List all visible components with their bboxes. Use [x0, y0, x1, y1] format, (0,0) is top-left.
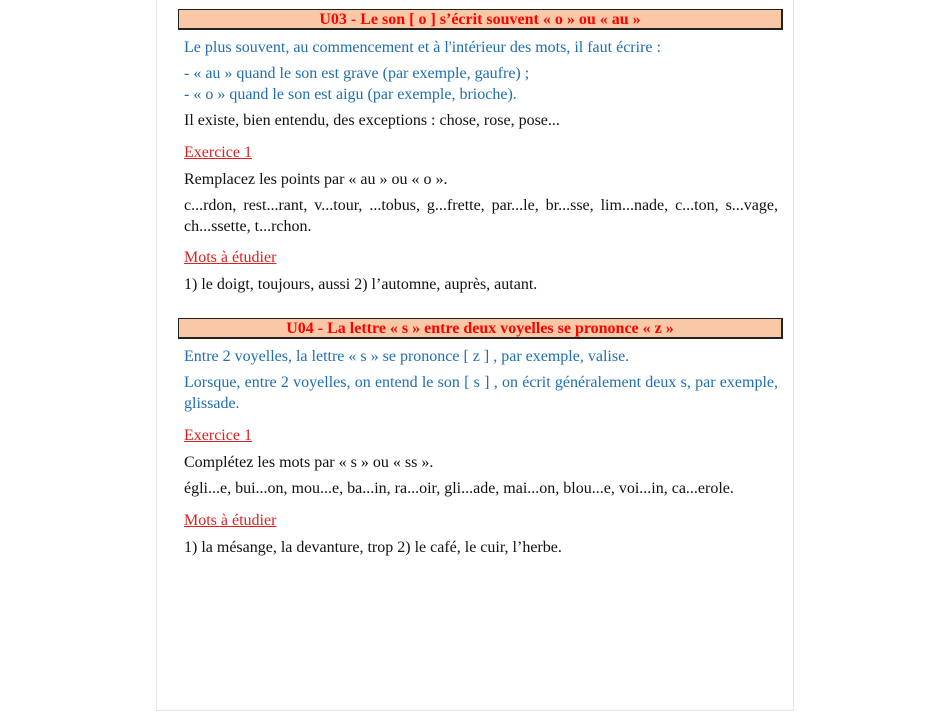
- u04-rule-2: Lorsque, entre 2 voyelles, on entend le son [ s ] , on écrit généralement deux s, par exemple, glissade.: [184, 374, 778, 412]
- u03-study-words: 1) le doigt, toujours, aussi 2) l’automne, auprès, autant.: [184, 276, 538, 293]
- u04-study-title: Mots à étudier: [184, 512, 277, 529]
- u03-exercise-instruction: Remplacez les points par « au » ou « o ».: [184, 171, 448, 188]
- section-u04-heading: U04 - La lettre « s » entre deux voyelles se prononce « z »: [178, 318, 783, 339]
- u03-rule-intro: Le plus souvent, au commencement et à l'intérieur des mots, il faut écrire :: [184, 39, 661, 56]
- u04-exercise-title: Exercice 1: [184, 427, 252, 444]
- u04-study-words: 1) la mésange, la devanture, trop 2) le café, le cuir, l’herbe.: [184, 539, 562, 556]
- u03-exceptions: Il existe, bien entendu, des exceptions : chose, rose, pose...: [184, 112, 560, 129]
- u03-exercise-title: Exercice 1: [184, 144, 252, 161]
- u03-exercise-words: c...rdon, rest...rant, v...tour, ...tobus, g...frette, par...le, br...sse, lim...nade, c...ton, s...vage, ch...ssette, t...rchon.: [184, 197, 778, 235]
- u03-study-title: Mots à étudier: [184, 249, 277, 266]
- u04-exercise-instruction: Complétez les mots par « s » ou « ss ».: [184, 454, 434, 471]
- u03-rule-au: - « au » quand le son est grave (par exemple, gaufre) ;: [184, 65, 530, 82]
- u03-rule-o: - « o » quand le son est aigu (par exemple, brioche).: [184, 86, 517, 103]
- u04-exercise-words: égli...e, bui...on, mou...e, ba...in, ra...oir, gli...ade, mai...on, blou...e, voi...in, ca...erole.: [184, 480, 734, 497]
- u04-rule-1: Entre 2 voyelles, la lettre « s » se prononce [ z ] , par exemple, valise.: [184, 348, 630, 365]
- section-u03-heading: U03 - Le son [ o ] s’écrit souvent « o » ou « au »: [178, 9, 783, 30]
